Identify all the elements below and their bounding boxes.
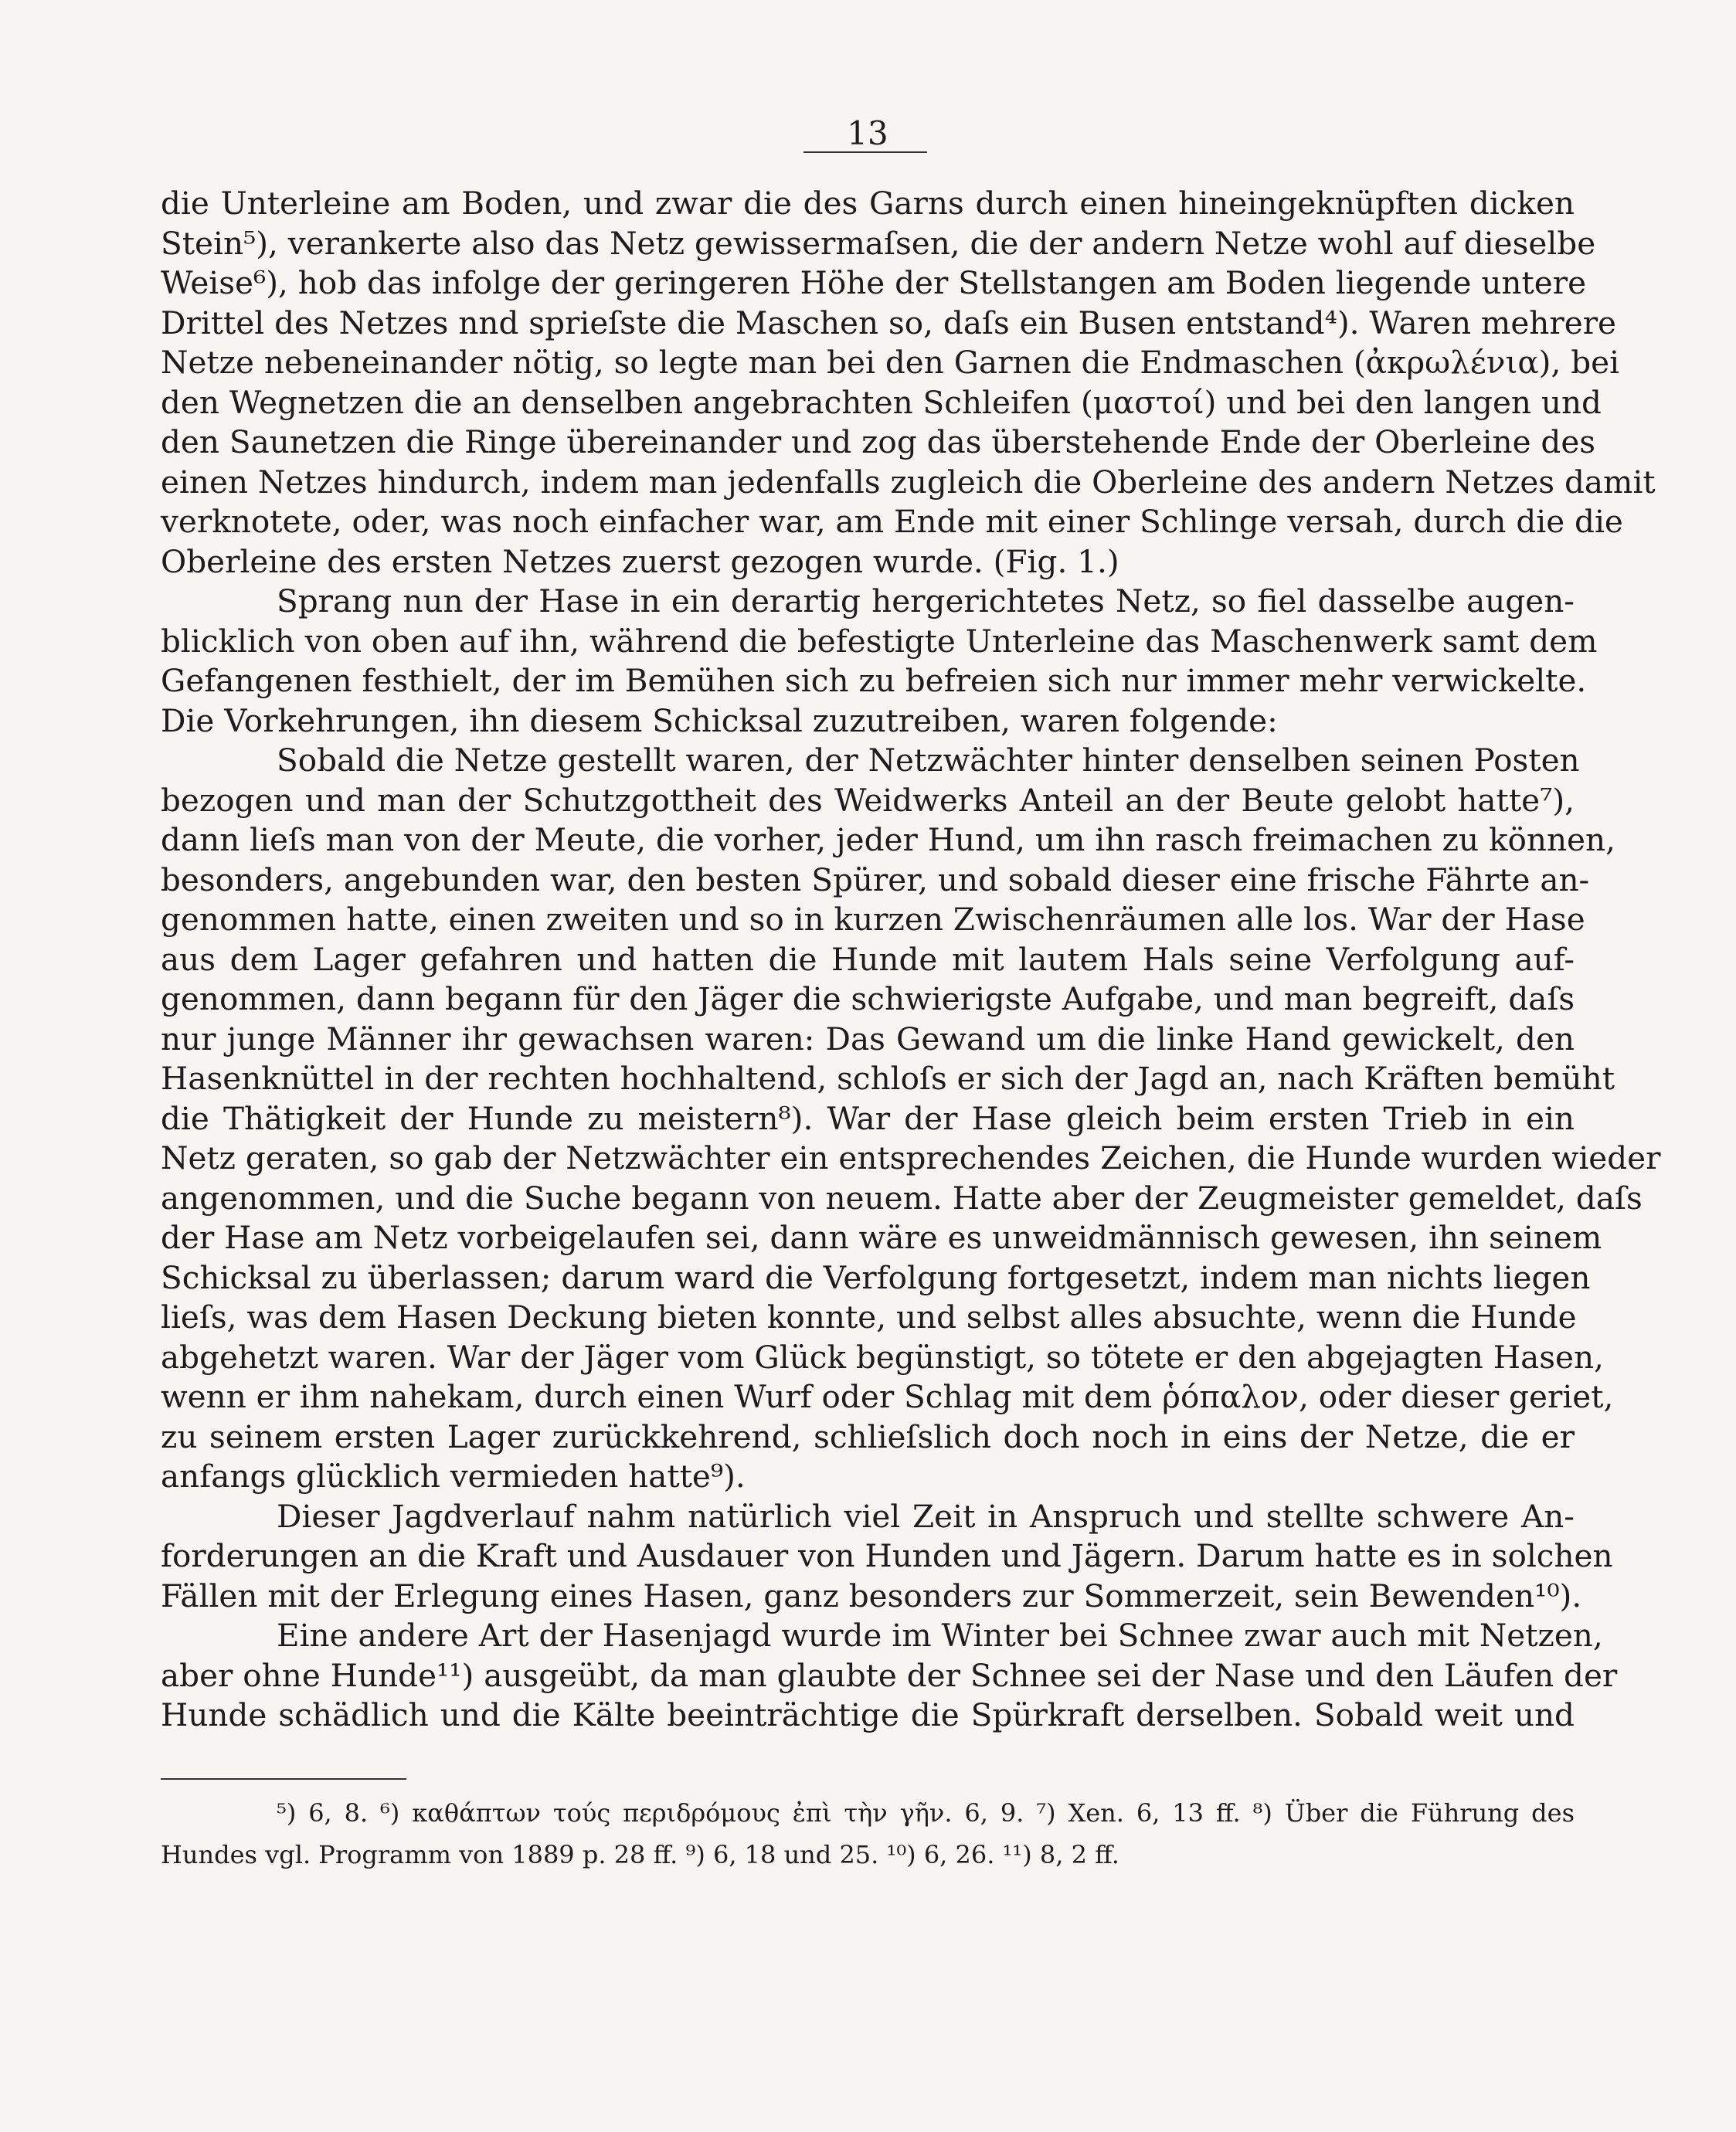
text-line: Stein⁵), verankerte also das Netz gewissermaſsen, die der andern Netze wohl auf dieselbe xyxy=(161,224,1596,262)
text-line: Eine andere Art der Hasenjagd wurde im Winter bei Schnee zwar auch mit Netzen, xyxy=(277,1617,1603,1654)
text-line: den Wegnetzen die an denselben angebrachten Schleifen (μαστοί) und bei den langen und xyxy=(161,383,1602,421)
page-number-rule xyxy=(803,151,927,153)
text-line: den Saunetzen die Ringe übereinander und zog das überstehende Ende der Oberleine des xyxy=(161,423,1596,460)
text-line: Dieser Jagdverlauf nahm natürlich viel Zeit in Anspruch und stellte schwere An- xyxy=(277,1497,1575,1535)
footnote-line: Hundes vgl. Programm von 1889 p. 28 ff. ⁹) 6, 18 und 25. ¹⁰) 6, 26. ¹¹) 8, 2 ff. xyxy=(161,1840,1119,1869)
text-line: forderungen an die Kraft und Ausdauer von Hunden und Jägern. Darum hatte es in solchen xyxy=(161,1537,1613,1574)
text-line: Sprang nun der Hase in ein derartig hergerichtetes Netz, so fiel dasselbe augen- xyxy=(277,582,1575,620)
text-line: Netze nebeneinander nötig, so legte man bei den Garnen die Endmaschen (ἀκρωλένια), bei xyxy=(161,344,1620,381)
text-line: bezogen und man der Schutzgottheit des Weidwerks Anteil an der Beute gelobt hatte⁷), xyxy=(161,781,1575,819)
text-line: der Hase am Netz vorbeigelaufen sei, dann wäre es unweidmännisch gewesen, ihn seinem xyxy=(161,1219,1602,1256)
footnote-line: ⁵) 6, 8. ⁶) καθάπτων τούς περιδρόμους ἐπὶ τὴν γῆν. 6, 9. ⁷) Xen. 6, 13 ff. ⁸) Über die Führung des xyxy=(277,1798,1575,1828)
text-line: genommen, dann begann für den Jäger die schwierigste Aufgabe, und man begreift, daſs xyxy=(161,980,1575,1017)
text-line: besonders, angebunden war, den besten Spürer, und sobald dieser eine frische Fährte an- xyxy=(161,861,1590,898)
text-line: Drittel des Netzes nnd sprieſste die Maschen so, daſs ein Busen entstand⁴). Waren mehrere xyxy=(161,304,1617,341)
text-line: Weise⁶), hob das infolge der geringeren Höhe der Stellstangen am Boden liegende untere xyxy=(161,264,1587,301)
text-line: wenn er ihm nahekam, durch einen Wurf oder Schlag mit dem ῥόπαλον, oder dieser geriet, xyxy=(161,1378,1614,1415)
text-line: nur junge Männer ihr gewachsen waren: Das Gewand um die linke Hand gewickelt, den xyxy=(161,1020,1575,1058)
text-line: Oberleine des ersten Netzes zuerst gezogen wurde. (Fig. 1.) xyxy=(161,542,1119,580)
text-line: dann lieſs man von der Meute, die vorher, jeder Hund, um ihn rasch freimachen zu können, xyxy=(161,821,1615,858)
text-line: Fällen mit der Erlegung eines Hasen, ganz besonders zur Sommerzeit, sein Bewenden¹⁰). xyxy=(161,1577,1582,1614)
text-line: anfangs glücklich vermieden hatte⁹). xyxy=(161,1458,746,1495)
text-line: abgehetzt waren. War der Jäger vom Glück begünstigt, so tötete er den abgejagten Hasen, xyxy=(161,1338,1604,1376)
text-line: angenommen, und die Suche begann von neuem. Hatte aber der Zeugmeister gemeldet, daſs xyxy=(161,1179,1643,1217)
text-line: blicklich von oben auf ihn, während die befestigte Unterleine das Maschenwerk samt dem xyxy=(161,622,1598,660)
text-line: verknotete, oder, was noch einfacher war, am Ende mit einer Schlinge versah, durch die die xyxy=(161,503,1623,540)
text-line: Hunde schädlich und die Kälte beeinträchtige die Spürkraft derselben. Sobald weit und xyxy=(161,1696,1575,1733)
text-line: Gefangenen festhielt, der im Bemühen sich zu befreien sich nur immer mehr verwickelte. xyxy=(161,662,1587,699)
page-number: 13 xyxy=(847,114,888,152)
text-line: einen Netzes hindurch, indem man jedenfalls zugleich die Oberleine des andern Netzes damit xyxy=(161,463,1656,501)
text-line: zu seinem ersten Lager zurückkehrend, schlieſslich doch noch in eins der Netze, die er xyxy=(161,1417,1575,1455)
text-line: Schicksal zu überlassen; darum ward die Verfolgung fortgesetzt, indem man nichts liegen xyxy=(161,1258,1591,1296)
text-line: die Unterleine am Boden, und zwar die des Garns durch einen hineingeknüpften dicken xyxy=(161,185,1575,222)
text-line: Hasenknüttel in der rechten hochhaltend, schloſs er sich der Jagd an, nach Kräften bemüht xyxy=(161,1060,1615,1097)
footnotes xyxy=(161,1792,1575,1876)
text-line: lieſs, was dem Hasen Deckung bieten konnte, und selbst alles absuchte, wenn die Hunde xyxy=(161,1299,1577,1336)
text-line: genommen hatte, einen zweiten und so in kurzen Zwischenräumen alle los. War der Hase xyxy=(161,901,1585,938)
text-line: aber ohne Hunde¹¹) ausgeübt, da man glaubte der Schnee sei der Nase und den Läufen der xyxy=(161,1656,1618,1694)
text-line: Die Vorkehrungen, ihn diesem Schicksal zuzutreiben, waren folgende: xyxy=(161,701,1278,739)
footnote-rule xyxy=(161,1778,406,1780)
text-line: Sobald die Netze gestellt waren, der Netzwächter hinter denselben seinen Posten xyxy=(277,742,1580,779)
text-line: aus dem Lager gefahren und hatten die Hunde mit lautem Hals seine Verfolgung auf- xyxy=(161,940,1575,978)
text-line: Netz geraten, so gab der Netzwächter ein entsprechendes Zeichen, die Hunde wurden wieder xyxy=(161,1139,1661,1176)
text-line: die Thätigkeit der Hunde zu meistern⁸). War der Hase gleich beim ersten Trieb in ein xyxy=(161,1099,1575,1137)
main-text xyxy=(161,184,1661,1736)
